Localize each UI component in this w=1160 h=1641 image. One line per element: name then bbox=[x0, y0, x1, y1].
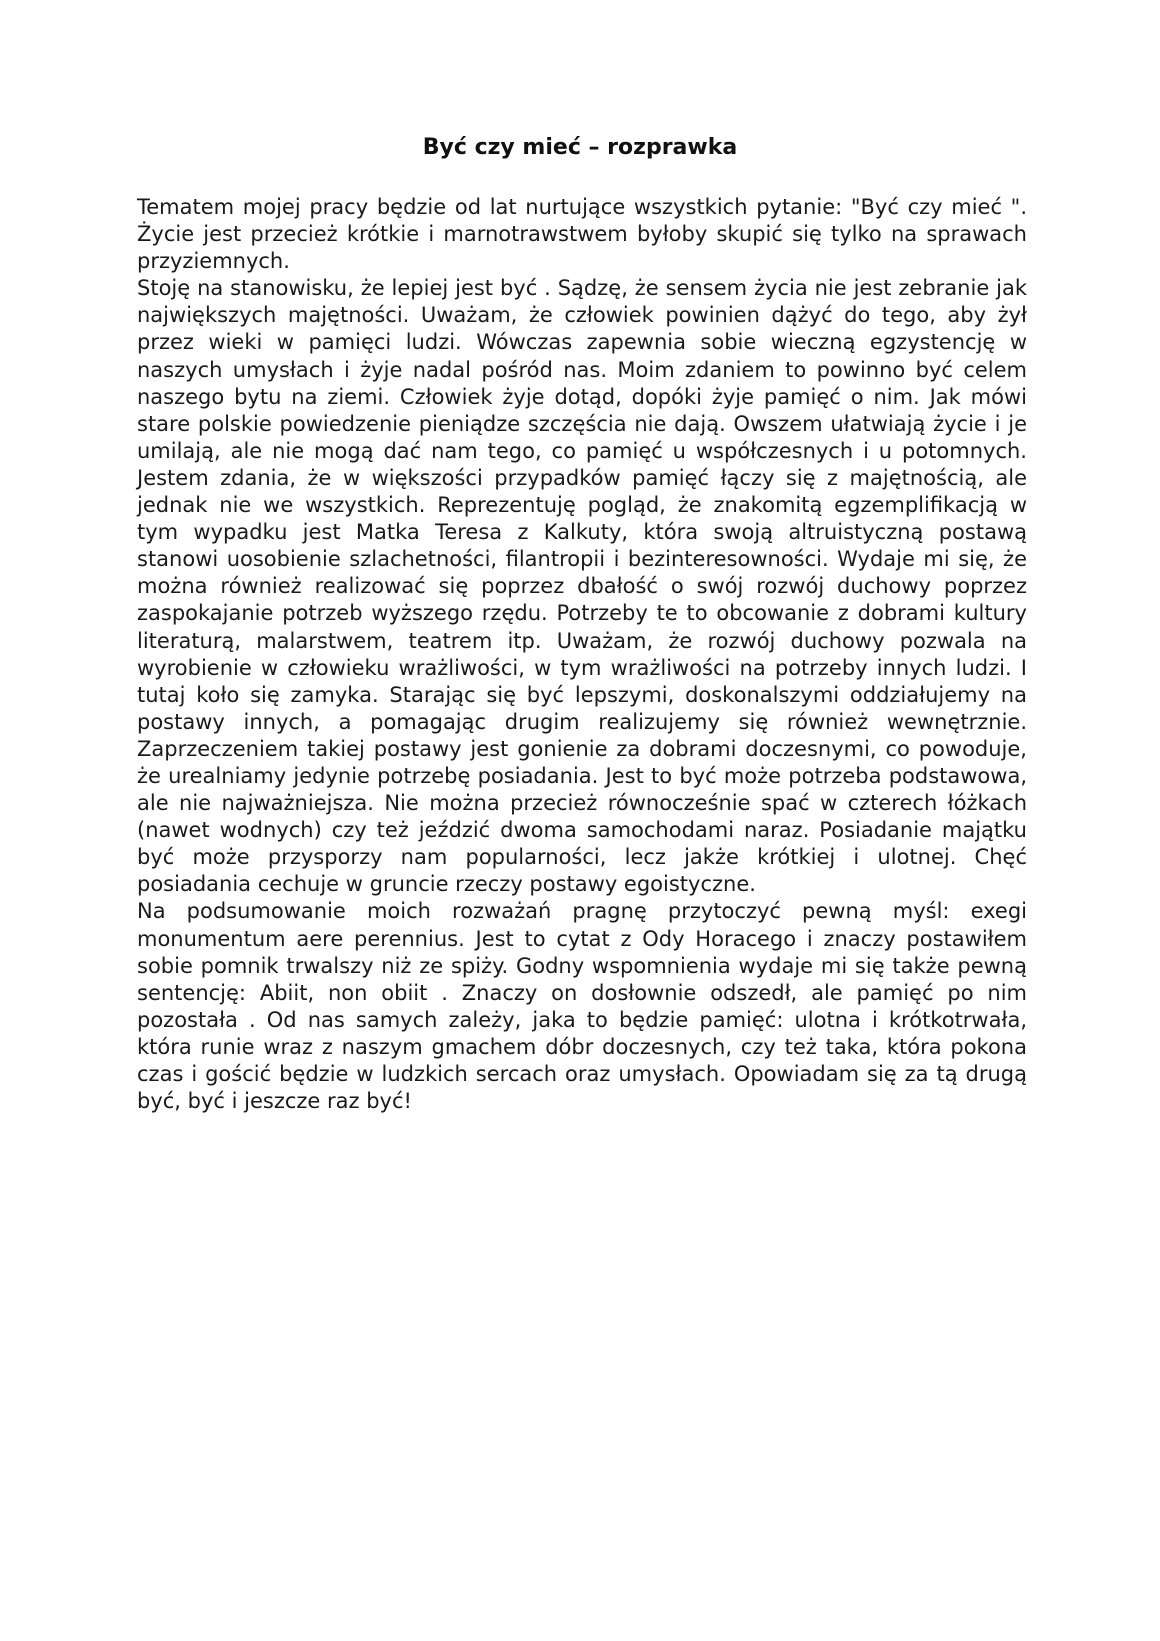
paragraph-intro: Tematem mojej pracy będzie od lat nurtujące wszystkich pytanie: "Być czy mieć ". Życie jest przecież krótkie i marnotrawstwem byłoby skupić się tylko na sprawach przyziemnych. bbox=[137, 195, 1027, 274]
paragraph-argument: Stoję na stanowisku, że lepiej jest być . Sądzę, że sensem życia nie jest zebranie jak największych majętności. Uważam, że człowiek powinien dążyć do tego, aby żył przez wieki w pamięci ludzi. Wówczas zapewnia sobie wieczną egzystencję w naszych umysłach i żyje nadal pośród nas. Moim zdaniem to powinno być celem naszego bytu na ziemi. Człowiek żyje dotąd, dopóki żyje pamięć o nim. Jak mówi stare polskie powiedzenie pieniądze szczęścia nie dają. Owszem ułatwiają życie i je umilają, ale nie mogą dać nam tego, co pamięć u współczesnych i u potomnych. Jestem zdania, że w większości przypadków pamięć łączy się z majętnością, ale jednak nie we wszystkich. Reprezentuję pogląd, że znakomitą egzemplifikacją w tym wypadku jest Matka Teresa z Kalkuty, która swoją altruistyczną postawą stanowi uosobienie szlachetności, filantropii i bezinteresowności. Wydaje mi się, że można również realizować się poprzez dbałość o swój rozwój duchowy poprzez zaspokajanie potrzeb wyższego rzędu. Potrzeby te to obcowanie z dobrami kultury literaturą, malarstwem, teatrem itp. Uważam, że rozwój duchowy pozwala na wyrobienie w człowieku wrażliwości, w tym wrażliwości na potrzeby innych ludzi. I tutaj koło się zamyka. Starając się być lepszymi, doskonalszymi oddziałujemy na postawy innych, a pomagając drugim realizujemy się również wewnętrznie. Zaprzeczeniem takiej postawy jest gonienie za dobrami doczesnymi, co powoduje, że urealniamy jedynie potrzebę posiadania. Jest to być może potrzeba podstawowa, ale nie najważniejsza. Nie można przecież równocześnie spać w czterech łóżkach (nawet wodnych) czy też jeździć dwoma samochodami naraz. Posiadanie majątku być może przysporzy nam popularności, lecz jakże krótkiej i ulotnej. Chęć posiadania cechuje w gruncie rzeczy postawy egoistyczne. bbox=[137, 276, 1027, 897]
document-title: Być czy mieć – rozprawka bbox=[422, 135, 738, 160]
document-body bbox=[137, 194, 1027, 1115]
paragraph-conclusion: Na podsumowanie moich rozważań pragnę przytoczyć pewną myśl: exegi monumentum aere perennius. Jest to cytat z Ody Horacego i znaczy postawiłem sobie pomnik trwalszy niż ze spiży. Godny wspomnienia wydaje mi się także pewną sentencję: Abiit, non obiit . Znaczy on dosłownie odszedł, ale pamięć po nim pozostała . Od nas samych zależy, jaka to będzie pamięć: ulotna i krótkotrwała, która runie wraz z naszym gmachem dóbr doczesnych, czy też taka, która pokona czas i gościć będzie w ludzkich sercach oraz umysłach. Opowiadam się za tą drugą być, być i jeszcze raz być! bbox=[137, 899, 1027, 1114]
